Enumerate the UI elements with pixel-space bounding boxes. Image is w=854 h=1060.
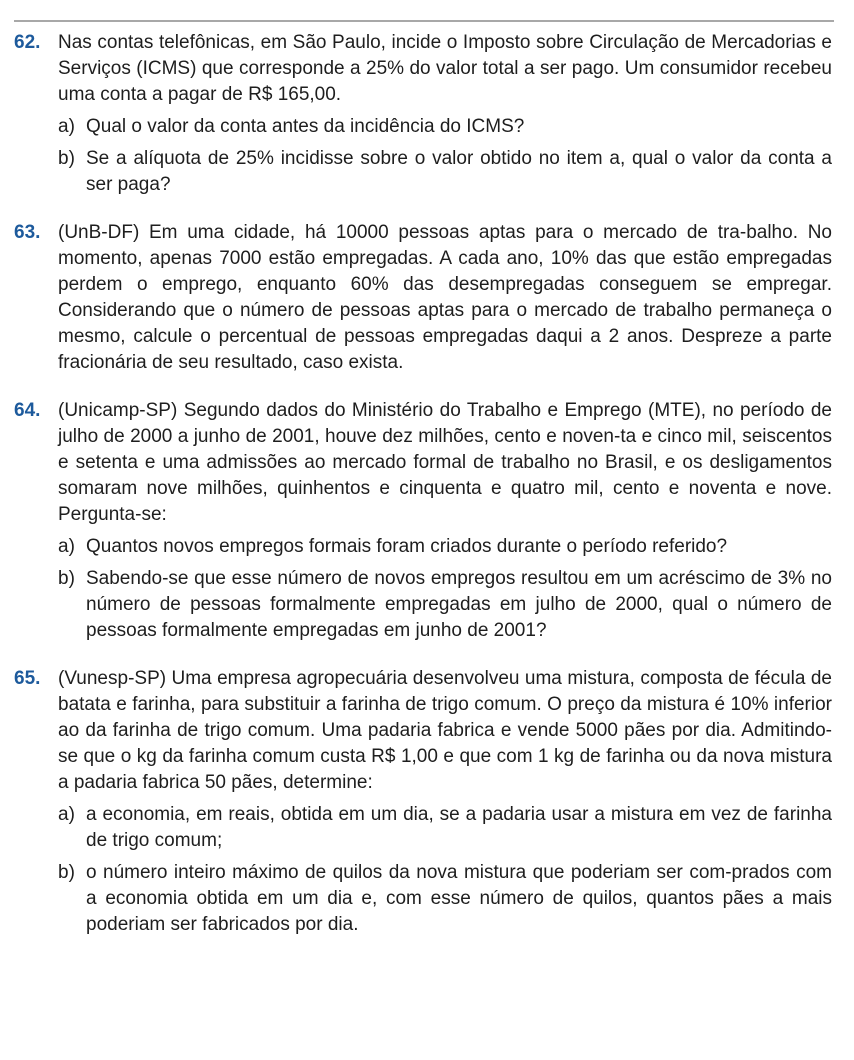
exercise-number: 64. [14,400,41,421]
item-letter: b) [58,148,75,169]
item-text: Qual o valor da conta antes da incidência do ICMS? [86,116,525,137]
item-text: a economia, em reais, obtida em um dia, se a padaria usar a mistura em vez de farinha de trigo comum; [86,804,832,851]
item-text: Se a alíquota de 25% incidisse sobre o valor obtido no item a, qual o valor da conta a ser paga? [86,148,832,195]
exercise-item-b [58,146,832,198]
item-letter: a) [58,116,75,137]
exercise-number: 65. [14,668,41,689]
item-letter: b) [58,862,75,883]
exercise-number: 62. [14,32,41,53]
exercise-item-b [58,566,832,644]
exercise-page [14,30,832,960]
exercise-items [58,802,832,938]
exercise-item-a [58,114,832,140]
exercise-item-a [58,534,832,560]
item-letter: a) [58,536,75,557]
exercise-number: 63. [14,222,41,243]
item-text: Quantos novos empregos formais foram criados durante o período referido? [86,536,728,557]
exercise-62 [14,30,832,198]
exercise-statement: Nas contas telefônicas, em São Paulo, incide o Imposto sobre Circulação de Mercadorias e Serviços (ICMS) que corresponde a 25% do valor total a ser pago. Um consumidor recebeu uma conta a pagar de R$ 165,00. [58,32,832,105]
item-letter: b) [58,568,75,589]
top-divider [14,20,834,22]
exercise-item-a [58,802,832,854]
exercise-items [58,114,832,198]
exercise-item-b [58,860,832,938]
item-text: o número inteiro máximo de quilos da nova mistura que poderiam ser com-prados com a economia obtida em um dia e, com esse número de quilos, quantos pães a mais poderiam ser fabricados por dia. [86,862,832,935]
exercise-65 [14,666,832,938]
exercise-statement: (Vunesp-SP) Uma empresa agropecuária desenvolveu uma mistura, composta de fécula de batata e farinha, para substituir a farinha de trigo comum. O preço da mistura é 10% inferior ao da farinha de trigo comum. Uma padaria fabrica e vende 5000 pães por dia. Admitindo-se que o kg da farinha comum custa R$ 1,00 e que com 1 kg de farinha ou da nova mistura a padaria fabrica 50 pães, determine: [58,668,832,793]
item-text: Sabendo-se que esse número de novos empregos resultou em um acréscimo de 3% no número de pessoas formalmente empregadas em julho de 2000, qual o número de pessoas formalmente empregadas em junho de 2001? [86,568,832,641]
exercise-items [58,534,832,644]
exercise-statement: (Unicamp-SP) Segundo dados do Ministério do Trabalho e Emprego (MTE), no período de julho de 2000 a junho de 2001, houve dez milhões, cento e noven-ta e cinco mil, seiscentos e setenta e uma admissões ao mercado formal de trabalho no Brasil, e os desligamentos somaram nove milhões, quinhentos e cinquenta e quatro mil, cento e noventa e nove. Pergunta-se: [58,400,832,525]
exercise-64 [14,398,832,644]
item-letter: a) [58,804,75,825]
exercise-63 [14,220,832,376]
exercise-statement: (UnB-DF) Em uma cidade, há 10000 pessoas aptas para o mercado de tra-balho. No momento, apenas 7000 estão empregadas. A cada ano, 10% das que estão empregadas perdem o emprego, enquanto 60% das desempregadas conseguem se empregar. Considerando que o número de pessoas aptas para o mercado de trabalho permaneça o mesmo, calcule o percentual de pessoas empregadas daqui a 2 anos. Despreze a parte fracionária de seu resultado, caso exista. [58,222,832,373]
